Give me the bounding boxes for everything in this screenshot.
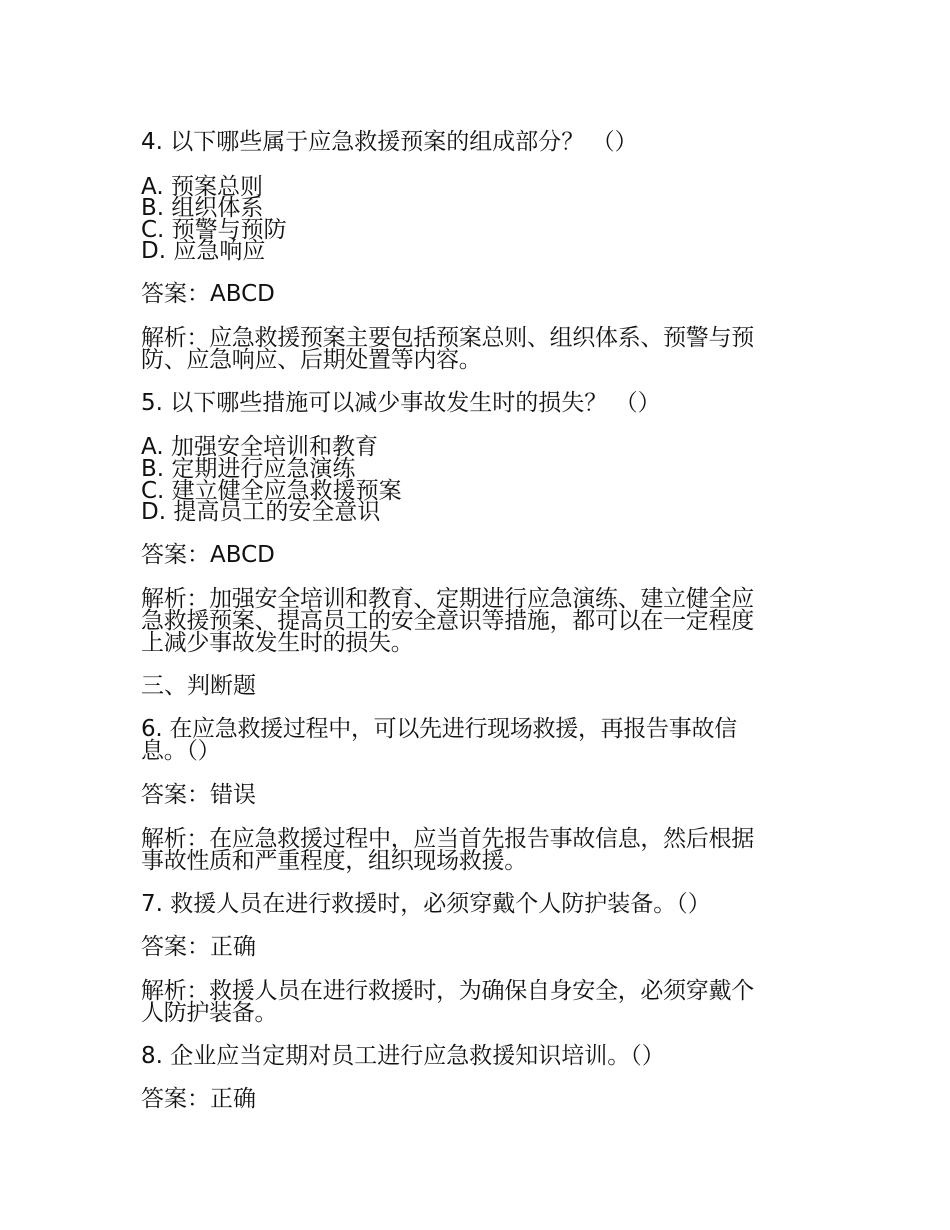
q7-answer: 答案：正确	[141, 934, 256, 960]
section-heading-judgement: 三、判断题	[141, 673, 256, 699]
q4-option-c: C. 预警与预防	[141, 217, 287, 243]
q4-option-a: A. 预案总则	[141, 174, 263, 200]
q5-option-a: A. 加强安全培训和教育	[141, 434, 378, 460]
q5-answer: 答案：ABCD	[141, 542, 275, 568]
q4-analysis-line: 解析：应急救援预案主要包括预案总则、组织体系、预警与预	[141, 325, 754, 351]
question-5: 5. 以下哪些措施可以减少事故发生时的损失？ （）	[141, 390, 661, 416]
q4-option-d: D. 应急响应	[141, 238, 266, 264]
q8-answer: 答案：正确	[141, 1086, 256, 1112]
q5-option-d: D. 提高员工的安全意识	[141, 499, 381, 525]
q5-analysis-line: 上减少事故发生时的损失。	[141, 630, 414, 656]
q6-analysis-line: 事故性质和严重程度，组织现场救援。	[141, 848, 527, 874]
q4-option-b: B. 组织体系	[141, 195, 264, 221]
q7-analysis-line: 人防护装备。	[141, 1000, 278, 1026]
question-7: 7. 救援人员在进行救援时，必须穿戴个人防护装备。（）	[141, 891, 711, 917]
q6-analysis	[141, 828, 817, 872]
q7-analysis	[141, 980, 817, 1024]
q4-analysis	[141, 327, 817, 371]
q5-option-b: B. 定期进行应急演练	[141, 456, 356, 482]
q6-question-line: 6. 在应急救援过程中，可以先进行现场救援，再报告事故信	[141, 716, 737, 742]
q7-analysis-line: 解析：救援人员在进行救援时，为确保自身安全，必须穿戴个	[141, 978, 754, 1004]
q4-answer: 答案：ABCD	[141, 281, 275, 307]
question-6	[141, 718, 817, 762]
q6-question-line: 息。（）	[141, 738, 221, 764]
q5-option-c: C. 建立健全应急救援预案	[141, 478, 402, 504]
q5-analysis-line: 解析：加强安全培训和教育、定期进行应急演练、建立健全应	[141, 586, 754, 612]
q5-analysis-line: 急救援预案、提高员工的安全意识等措施，都可以在一定程度	[141, 608, 754, 634]
q6-analysis-line: 解析：在应急救援过程中，应当首先报告事故信息，然后根据	[141, 826, 754, 852]
q6-answer: 答案：错误	[141, 782, 256, 808]
question-8: 8. 企业应当定期对员工进行应急救援知识培训。（）	[141, 1043, 665, 1069]
q4-analysis-line: 防、应急响应、后期处置等内容。	[141, 347, 482, 373]
question-4: 4. 以下哪些属于应急救援预案的组成部分？ （）	[141, 129, 638, 155]
q5-analysis	[141, 588, 817, 654]
